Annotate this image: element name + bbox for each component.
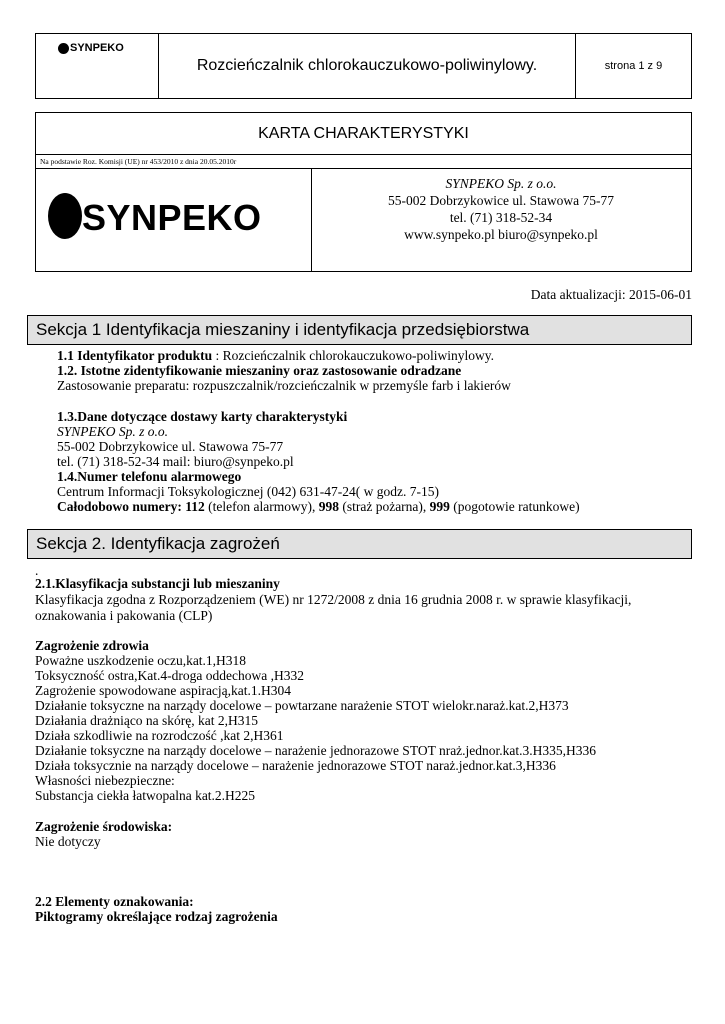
health-hazard-item: Działa szkodliwie na rozrodczość ,kat 2,H361 bbox=[35, 728, 284, 743]
logo-swoosh-icon bbox=[48, 193, 82, 239]
emergency-label: Całodobowo numery: 112 bbox=[57, 499, 205, 514]
document-title: Rozcieńczalnik chlorokauczukowo-poliwinylowy. bbox=[196, 57, 538, 74]
emergency-text-3: (pogotowie ratunkowe) bbox=[449, 499, 580, 514]
classification-text-1: Klasyfikacja zgodna z Rozporządzeniem (WE) nr 1272/2008 z dnia 16 grudnia 2008 r. w sprawie klasyfikacji, bbox=[35, 592, 632, 607]
supplier-name: SYNPEKO Sp. z o.o. bbox=[57, 424, 169, 439]
supplier-heading: 1.3.Dane dotyczące dostawy karty charakterystyki bbox=[57, 409, 348, 424]
product-identifier-line bbox=[57, 348, 494, 364]
toxicology-center: Centrum Informacji Toksykologicznej (042) 631-47-24( w godz. 7-15) bbox=[57, 484, 439, 499]
header-box bbox=[35, 33, 692, 99]
health-hazard-item: Działanie toksyczne na narządy docelowe – narażenie jednorazowe STOT nraż.jednor.kat.3.H335,H336 bbox=[35, 743, 597, 758]
fire-number: 998 bbox=[318, 499, 339, 514]
emergency-numbers bbox=[57, 499, 580, 515]
product-use: Zastosowanie preparatu: rozpuszczalnik/rozcieńczalnik w przemyśle farb i lakierów bbox=[57, 378, 511, 393]
regulation-basis: Na podstawie Roz. Komisji (UE) nr 453/2010 z dnia 20.05.2010r bbox=[36, 154, 691, 169]
emergency-phone-heading: 1.4.Numer telefonu alarmowego bbox=[57, 469, 242, 484]
logo-swoosh-icon bbox=[58, 43, 69, 54]
emergency-text-2: (straż pożarna), bbox=[338, 499, 430, 514]
sds-heading: KARTA CHARAKTERYSTYKI bbox=[36, 113, 691, 155]
synpeko-logo-large bbox=[48, 191, 288, 247]
company-web-email: www.synpeko.pl biuro@synpeko.pl bbox=[404, 227, 598, 242]
section-2-heading: Sekcja 2. Identyfikacja zagrożeń bbox=[27, 529, 692, 559]
product-identifier-value: : Rozcieńczalnik chlorokauczukowo-poliwinylowy. bbox=[212, 348, 494, 363]
product-identifier-label: 1.1 Identyfikator produktu bbox=[57, 348, 213, 363]
environment-hazard-value: Nie dotyczy bbox=[35, 834, 101, 849]
logo-wordmark: SYNPEKO bbox=[82, 197, 262, 238]
classification-text-2: oznakowania i pakowania (CLP) bbox=[35, 608, 213, 623]
company-phone: tel. (71) 318-52-34 bbox=[449, 210, 553, 225]
health-hazard-item: Działania drażniąco na skórę, kat 2,H315 bbox=[35, 713, 259, 728]
sds-card-box bbox=[35, 112, 692, 272]
health-hazard-item: Własności niebezpieczne: bbox=[35, 773, 175, 788]
logo-wordmark: SYNPEKO bbox=[70, 42, 124, 54]
health-hazard-item: Działanie toksyczne na narządy docelowe – powtarzane narażenie STOT wielokr.naraż.kat.2,H373 bbox=[35, 698, 569, 713]
page-number: strona 1 z 9 bbox=[604, 60, 663, 72]
health-hazard-item: Substancja ciekła łatwopalna kat.2.H225 bbox=[35, 788, 256, 803]
update-date: Data aktualizacji: 2015-06-01 bbox=[530, 287, 692, 302]
company-name: SYNPEKO Sp. z o.o. bbox=[445, 176, 557, 191]
health-hazard-item: Toksyczność ostra,Kat.4-droga oddechowa ,H332 bbox=[35, 668, 304, 683]
company-contact bbox=[311, 169, 691, 271]
stray-dot: . bbox=[35, 563, 39, 578]
synpeko-logo-small bbox=[58, 42, 124, 54]
section-1-heading: Sekcja 1 Identyfikacja mieszaniny i identyfikacja przedsiębiorstwa bbox=[27, 315, 692, 345]
supplier-contact: tel. (71) 318-52-34 mail: biuro@synpeko.pl bbox=[57, 454, 294, 469]
company-address: 55-002 Dobrzykowice ul. Stawowa 75-77 bbox=[387, 193, 615, 208]
health-hazard-item: Poważne uszkodzenie oczu,kat.1,H318 bbox=[35, 653, 247, 668]
emergency-text-1: (telefon alarmowy), bbox=[204, 499, 319, 514]
pictograms-heading: Piktogramy określające rodzaj zagrożenia bbox=[35, 909, 278, 924]
health-hazard-item: Zagrożenie spowodowane aspiracją,kat.1.H304 bbox=[35, 683, 292, 698]
header-logo-cell bbox=[36, 34, 159, 98]
large-logo-cell bbox=[36, 169, 312, 271]
relevant-uses-heading: 1.2. Istotne zidentyfikowanie mieszaniny oraz zastosowanie odradzane bbox=[57, 363, 462, 378]
environment-hazard-heading: Zagrożenie środowiska: bbox=[35, 819, 173, 834]
health-hazard-item: Działa toksycznie na narządy docelowe – narażenie jednorazowe STOT naraż.jednor.kat.3,H336 bbox=[35, 758, 556, 773]
classification-heading: 2.1.Klasyfikacja substancji lub mieszaniny bbox=[35, 576, 280, 591]
ambulance-number: 999 bbox=[429, 499, 450, 514]
label-elements-heading: 2.2 Elementy oznakowania: bbox=[35, 894, 194, 909]
supplier-address: 55-002 Dobrzykowice ul. Stawowa 75-77 bbox=[57, 439, 284, 454]
health-hazard-heading: Zagrożenie zdrowia bbox=[35, 638, 149, 653]
